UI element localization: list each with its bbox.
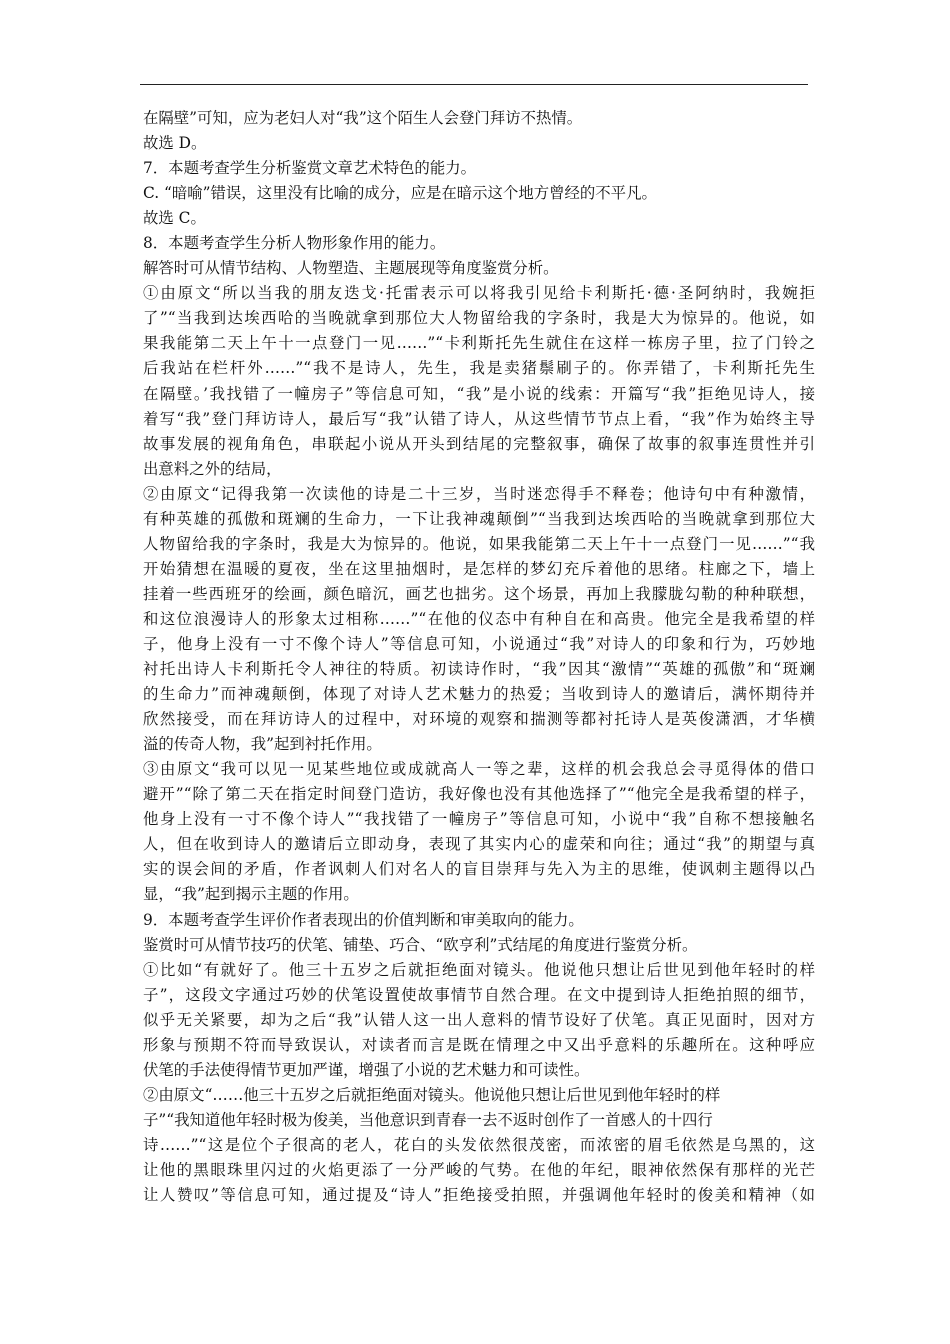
text-line: 和这位浪漫诗人的形象太过相称……”“在他的仪态中有种自在和高贵。他完全是我希望的样 <box>143 609 815 628</box>
text-line: 他身上没有一寸不像个诗人”“我找错了一幢房子”等信息可知，小说中“我”自称不想接触名 <box>143 810 815 829</box>
text-line: ①比如“有就好了。他三十五岁之后就拒绝面对镜头。他说他只想让后世见到他年轻时的样 <box>143 960 815 979</box>
text-line: 挂着一些西班牙的绘画，颜色暗沉，画艺也拙劣。这个场景，再加上我朦胧勾勒的种种联想， <box>143 584 815 603</box>
text-line: 的生命力”而神魂颠倒，体现了对诗人艺术魅力的热爱；当收到诗人的邀请后，满怀期待并 <box>143 685 815 704</box>
text-line: ②由原文“记得我第一次读他的诗是二十三岁，当时迷恋得手不释卷；他诗句中有种激情， <box>143 484 815 503</box>
text-line: 开始猜想在温暖的夏夜，坐在这里抽烟时，是怎样的梦幻充斥着他的思绪。柱廊之下，墙上 <box>143 559 815 578</box>
text-line: 避开”“除了第二天在指定时间登门造访，我好像也没有其他选择了”“他完全是我希望的样子， <box>143 785 815 804</box>
text-line: 衬托出诗人卡利斯托令人神往的特质。初读诗作时，“我”因其“激情”“英雄的孤傲”和“斑斓 <box>143 660 815 679</box>
text-line: ②由原文“……他三十五岁之后就拒绝面对镜头。他说他只想让后世见到他年轻时的样 <box>143 1085 721 1104</box>
text-line: 故事发展的视角角色，串联起小说从开头到结尾的完整叙事，确保了故事的叙事连贯性并引 <box>143 434 815 453</box>
text-line: 形象与预期不符而导致误认，对读者而言是既在情理之中又出乎意料的乐趣所在。这种呼应 <box>143 1035 815 1054</box>
text-line: 在隔壁。’我找错了一幢房子”等信息可知，“我”是小说的线索：开篇写“我”拒绝见诗人，接 <box>143 384 815 403</box>
text-line: 伏笔的手法使得情节更加严谨，增强了小说的艺术魅力和可读性。 <box>143 1060 590 1079</box>
text-line: 有种英雄的孤傲和斑斓的生命力，一下让我神魂颠倒”“当我到达埃西哈的当晚就拿到那位大 <box>143 509 815 528</box>
text-line: 人物留给我的字条时，我是大为惊异的。他说，如果我能第二天上午十一点登门一见……”“我 <box>143 534 815 553</box>
text-line: 溢的传奇人物，我”起到衬托作用。 <box>143 735 382 754</box>
text-line: 出意料之外的结局， <box>143 459 282 478</box>
text-line: 子，他身上没有一寸不像个诗人”等信息可知，小说通过“我”对诗人的印象和行为，巧妙地 <box>143 634 815 653</box>
text-line: 9．本题考查学生评价作者表现出的价值判断和审美取向的能力。 <box>143 910 584 929</box>
text-line: 让人赞叹”等信息可知，通过提及“诗人”拒绝接受拍照，并强调他年轻时的俊美和精神（如 <box>143 1186 815 1205</box>
text-line: 鉴赏时可从情节技巧的伏笔、铺垫、巧合、“欧亨利”式结尾的角度进行鉴赏分析。 <box>143 935 698 954</box>
text-line: 果我能第二天上午十一点登门一见……”“卡利斯托先生就住在这样一栋房子里，拉了门铃之 <box>143 334 815 353</box>
text-line: 让他的黑眼珠里闪过的火焰更添了一分严峻的气势。在他的年纪，眼神依然保有那样的光芒 <box>143 1160 815 1179</box>
text-line: 了”“当我到达埃西哈的当晚就拿到那位大人物留给我的字条时，我是大为惊异的。他说，如 <box>143 309 815 328</box>
text-line: 故选 D。 <box>143 134 207 153</box>
text-line: 故选 C。 <box>143 209 206 228</box>
text-line: 子”“我知道他年轻时极为俊美，当他意识到青春一去不返时创作了一首感人的十四行 <box>143 1110 713 1129</box>
text-line: ③由原文“我可以见一见某些地位或成就高人一等之辈，这样的机会我总会寻觅得体的借口 <box>143 760 815 779</box>
text-line: 着写“我”登门拜访诗人，最后写“我”认错了诗人，从这些情节节点上看，“我”作为始终主导 <box>143 409 815 428</box>
text-line: 欣然接受，而在拜访诗人的过程中，对环境的观察和揣测等都衬托诗人是英俊潇洒，才华横 <box>143 710 815 729</box>
text-line: 实的误会间的矛盾，作者讽刺人们对名人的盲目崇拜与先入为主的思维，使讽刺主题得以凸 <box>143 860 815 879</box>
text-line: 人，但在收到诗人的邀请后立即动身，表现了其实内心的虚荣和向往；通过“我”的期望与真 <box>143 835 815 854</box>
document-body <box>143 106 815 1208</box>
text-line: 诗……”“这是位个子很高的老人，花白的头发依然很茂密，而浓密的眉毛依然是乌黑的，这 <box>143 1135 815 1154</box>
text-line: 8．本题考查学生分析人物形象作用的能力。 <box>143 234 446 253</box>
text-line: C. “暗喻”错误，这里没有比喻的成分，应是在暗示这个地方曾经的不平凡。 <box>143 184 657 203</box>
text-line: 7．本题考查学生分析鉴赏文章艺术特色的能力。 <box>143 159 476 178</box>
text-line: ①由原文“所以当我的朋友迭戈·托雷表示可以将我引见给卡利斯托·德·圣阿纳时，我婉拒 <box>143 284 815 303</box>
text-line: 显，“我”起到揭示主题的作用。 <box>143 885 359 904</box>
text-line: 后我站在栏杆外……”“我不是诗人，先生，我是卖猪鬃刷子的。你弄错了，卡利斯托先生 <box>143 359 815 378</box>
text-line: 在隔壁”可知，应为老妇人对“我”这个陌生人会登门拜访不热情。 <box>143 109 583 127</box>
text-line: 似乎无关紧要，却为之后“我”认错人这一出人意料的情节设好了伏笔。真正见面时，因对方 <box>143 1010 815 1029</box>
text-line: 解答时可从情节结构、人物塑造、主题展现等角度鉴赏分析。 <box>143 259 559 278</box>
header-rule <box>140 84 808 85</box>
text-line: 子”，这段文字通过巧妙的伏笔设置使故事情节自然合理。在文中提到诗人拒绝拍照的细节， <box>143 985 815 1004</box>
